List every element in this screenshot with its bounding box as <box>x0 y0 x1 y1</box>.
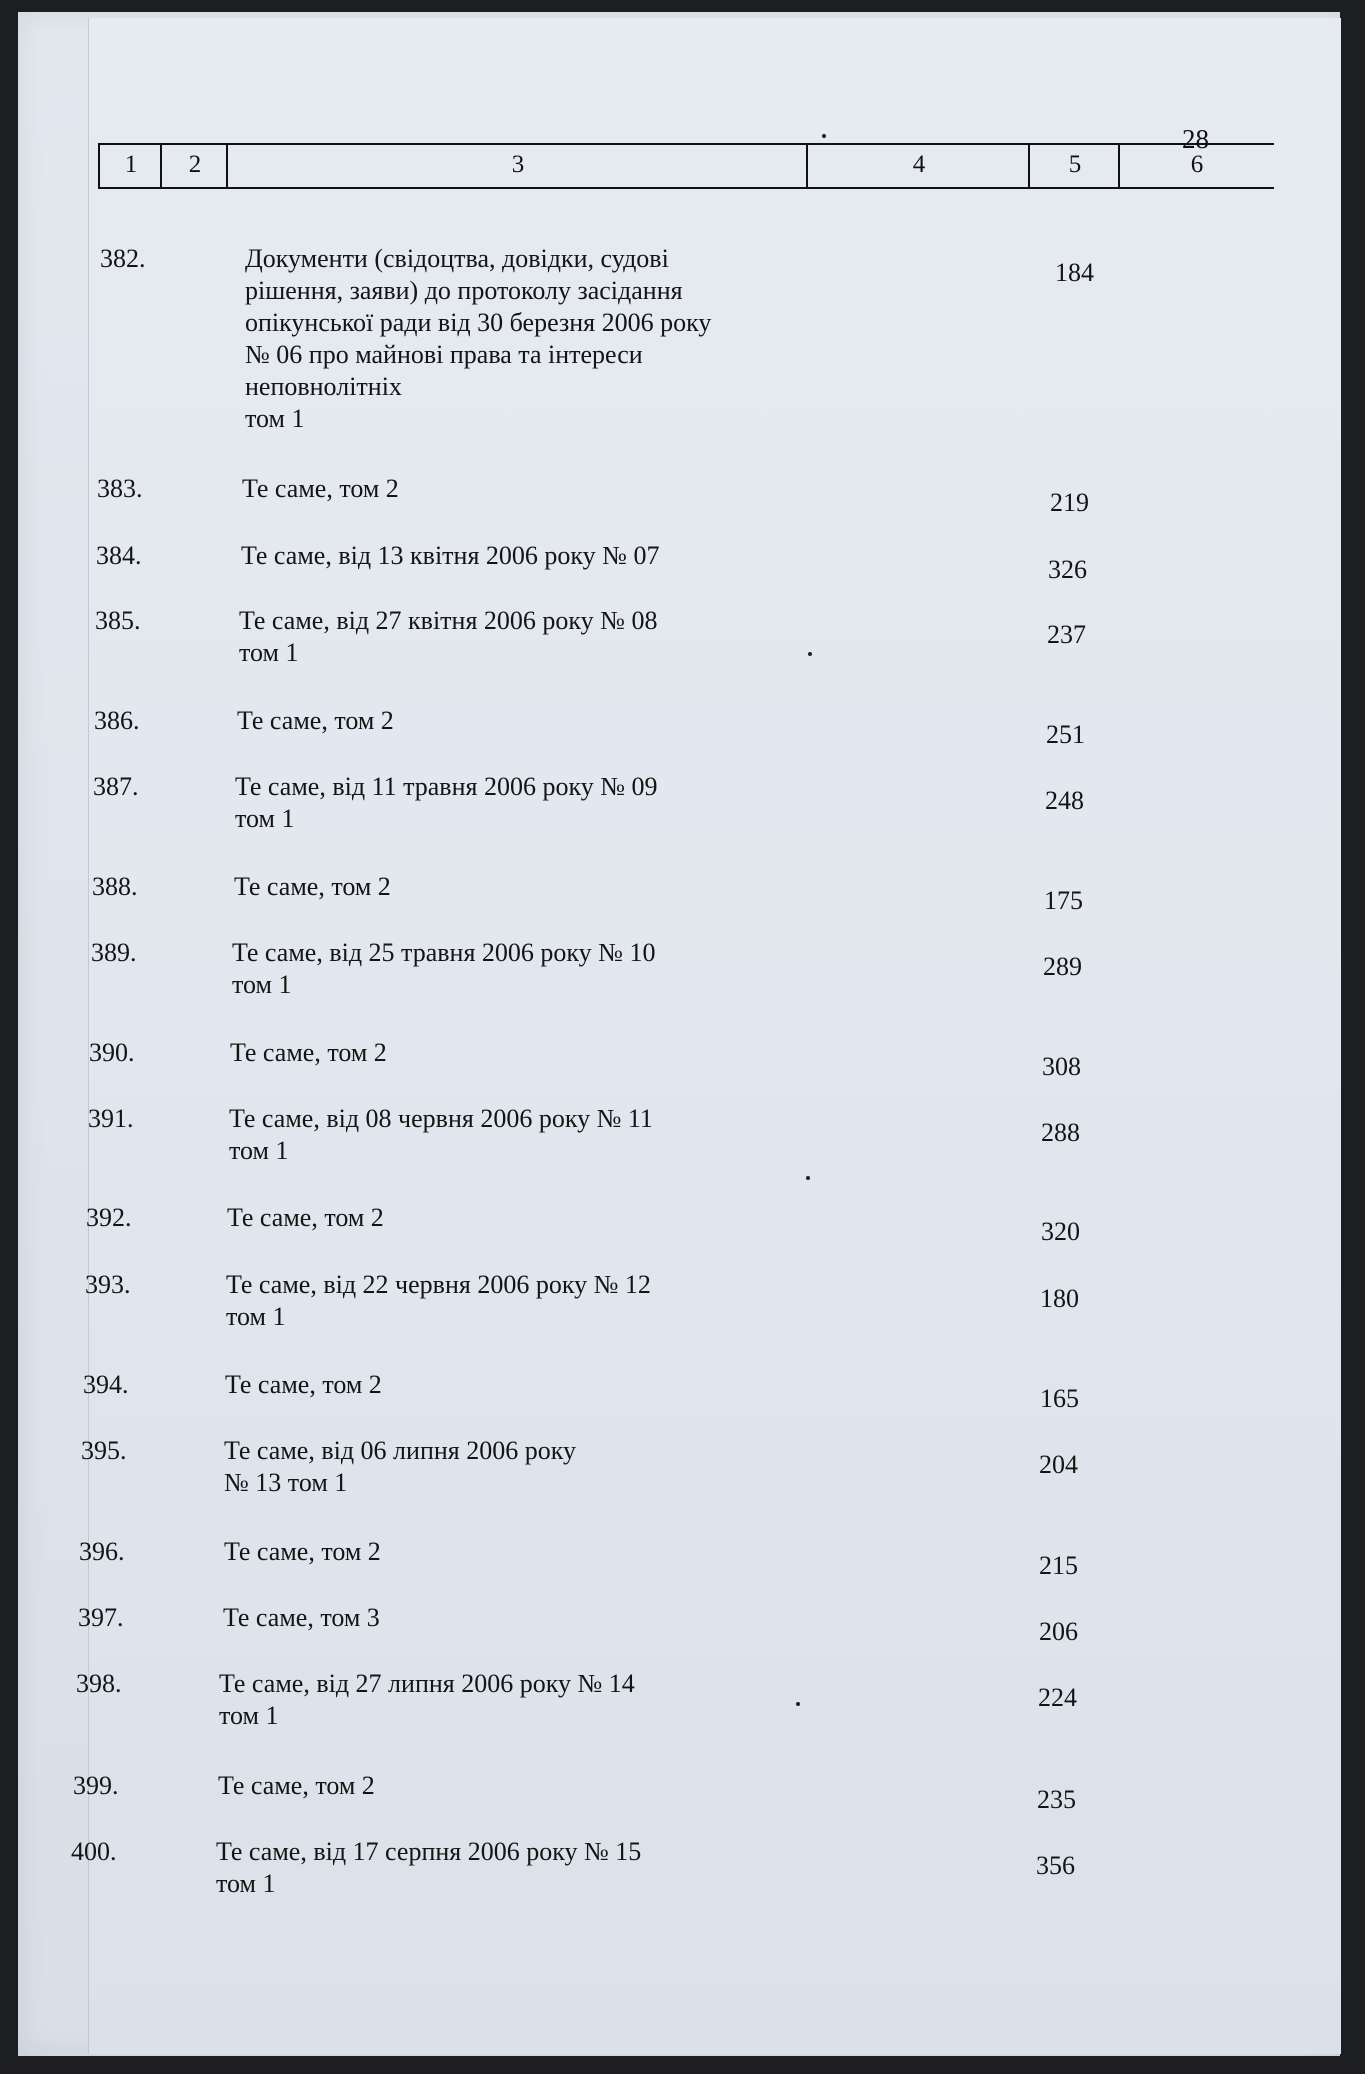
entry-number: 395. <box>81 1436 127 1465</box>
entry-pages: 180 <box>1040 1284 1079 1313</box>
entry-number: 393. <box>85 1270 131 1299</box>
entry-pages: 320 <box>1041 1217 1080 1246</box>
entry-number: 398. <box>76 1669 122 1698</box>
ink-dot <box>822 134 826 138</box>
header-col-6: 6 <box>1118 143 1274 187</box>
entry-pages: 308 <box>1042 1052 1081 1081</box>
ink-dot <box>796 1702 800 1706</box>
entry-pages: 204 <box>1039 1450 1078 1479</box>
entry-number: 389. <box>91 938 137 967</box>
entry-pages: 248 <box>1045 786 1084 815</box>
entry-number: 388. <box>92 872 138 901</box>
header-bottom-rule <box>98 187 1274 189</box>
entry-description: Документи (свідоцтва, довідки, судові рішення, заяви) до протоколу засідання опікунської ради від 30 березня 2006 року № 06 про майнові права та інтереси неповнолітніх том 1 <box>245 244 712 433</box>
entry-number: 386. <box>94 706 140 735</box>
entry-number: 394. <box>83 1370 129 1399</box>
entry-description: Те саме, від 13 квітня 2006 року № 07 <box>241 541 660 570</box>
entry-description: Те саме, том 2 <box>218 1771 375 1800</box>
entry-description: Те саме, від 25 травня 2006 року № 10 том 1 <box>232 938 656 999</box>
entry-pages: 184 <box>1055 258 1094 287</box>
header-col-3: 3 <box>226 143 808 187</box>
entry-number: 396. <box>79 1537 125 1566</box>
entry-pages: 224 <box>1038 1683 1077 1712</box>
entry-number: 384. <box>96 541 142 570</box>
header-col-5: 5 <box>1028 143 1120 187</box>
entry-number: 399. <box>73 1771 119 1800</box>
entry-pages: 289 <box>1043 952 1082 981</box>
entry-pages: 356 <box>1036 1851 1075 1880</box>
entry-number: 397. <box>78 1603 124 1632</box>
entry-pages: 235 <box>1037 1785 1076 1814</box>
entry-pages: 326 <box>1048 555 1087 584</box>
entry-description: Те саме, том 2 <box>224 1537 381 1566</box>
entry-description: Те саме, том 2 <box>230 1038 387 1067</box>
entry-description: Те саме, том 2 <box>234 872 391 901</box>
entry-pages: 237 <box>1047 620 1086 649</box>
entry-number: 385. <box>95 606 141 635</box>
header-col-2: 2 <box>160 143 228 187</box>
entry-number: 382. <box>100 244 146 273</box>
entry-description: Те саме, том 2 <box>242 474 399 503</box>
entry-number: 390. <box>89 1038 135 1067</box>
header-col-1: 1 <box>98 143 162 187</box>
entry-description: Те саме, від 27 липня 2006 року № 14 том 1 <box>219 1669 635 1730</box>
entry-pages: 219 <box>1050 488 1089 517</box>
ink-dot <box>808 652 812 656</box>
entry-description: Те саме, від 06 липня 2006 року № 13 том 1 <box>224 1436 576 1497</box>
entry-description: Те саме, від 22 червня 2006 року № 12 том 1 <box>226 1270 651 1331</box>
entry-description: Те саме, від 11 травня 2006 року № 09 том 1 <box>235 772 658 833</box>
entry-pages: 288 <box>1041 1118 1080 1147</box>
entry-description: Те саме, том 2 <box>225 1370 382 1399</box>
entry-description: Те саме, від 08 червня 2006 року № 11 том 1 <box>229 1104 653 1165</box>
entry-pages: 251 <box>1046 720 1085 749</box>
entry-description: Те саме, від 27 квітня 2006 року № 08 том 1 <box>239 606 658 667</box>
column-header-table <box>98 143 1274 189</box>
entry-description: Те саме, том 2 <box>237 706 394 735</box>
entry-pages: 175 <box>1044 886 1083 915</box>
entry-pages: 215 <box>1039 1551 1078 1580</box>
entry-number: 400. <box>71 1837 117 1866</box>
entry-number: 383. <box>97 474 143 503</box>
entry-description: Те саме, том 2 <box>227 1203 384 1232</box>
entry-description: Те саме, від 17 серпня 2006 року № 15 том 1 <box>216 1837 642 1898</box>
entry-pages: 206 <box>1039 1617 1078 1646</box>
ink-dot <box>806 1176 810 1180</box>
page-number: 28 <box>1182 124 1209 154</box>
entry-number: 392. <box>86 1203 132 1232</box>
entry-number: 391. <box>88 1104 134 1133</box>
entry-number: 387. <box>93 772 139 801</box>
header-col-4: 4 <box>806 143 1030 187</box>
entry-description: Те саме, том 3 <box>223 1603 380 1632</box>
entry-pages: 165 <box>1040 1384 1079 1413</box>
